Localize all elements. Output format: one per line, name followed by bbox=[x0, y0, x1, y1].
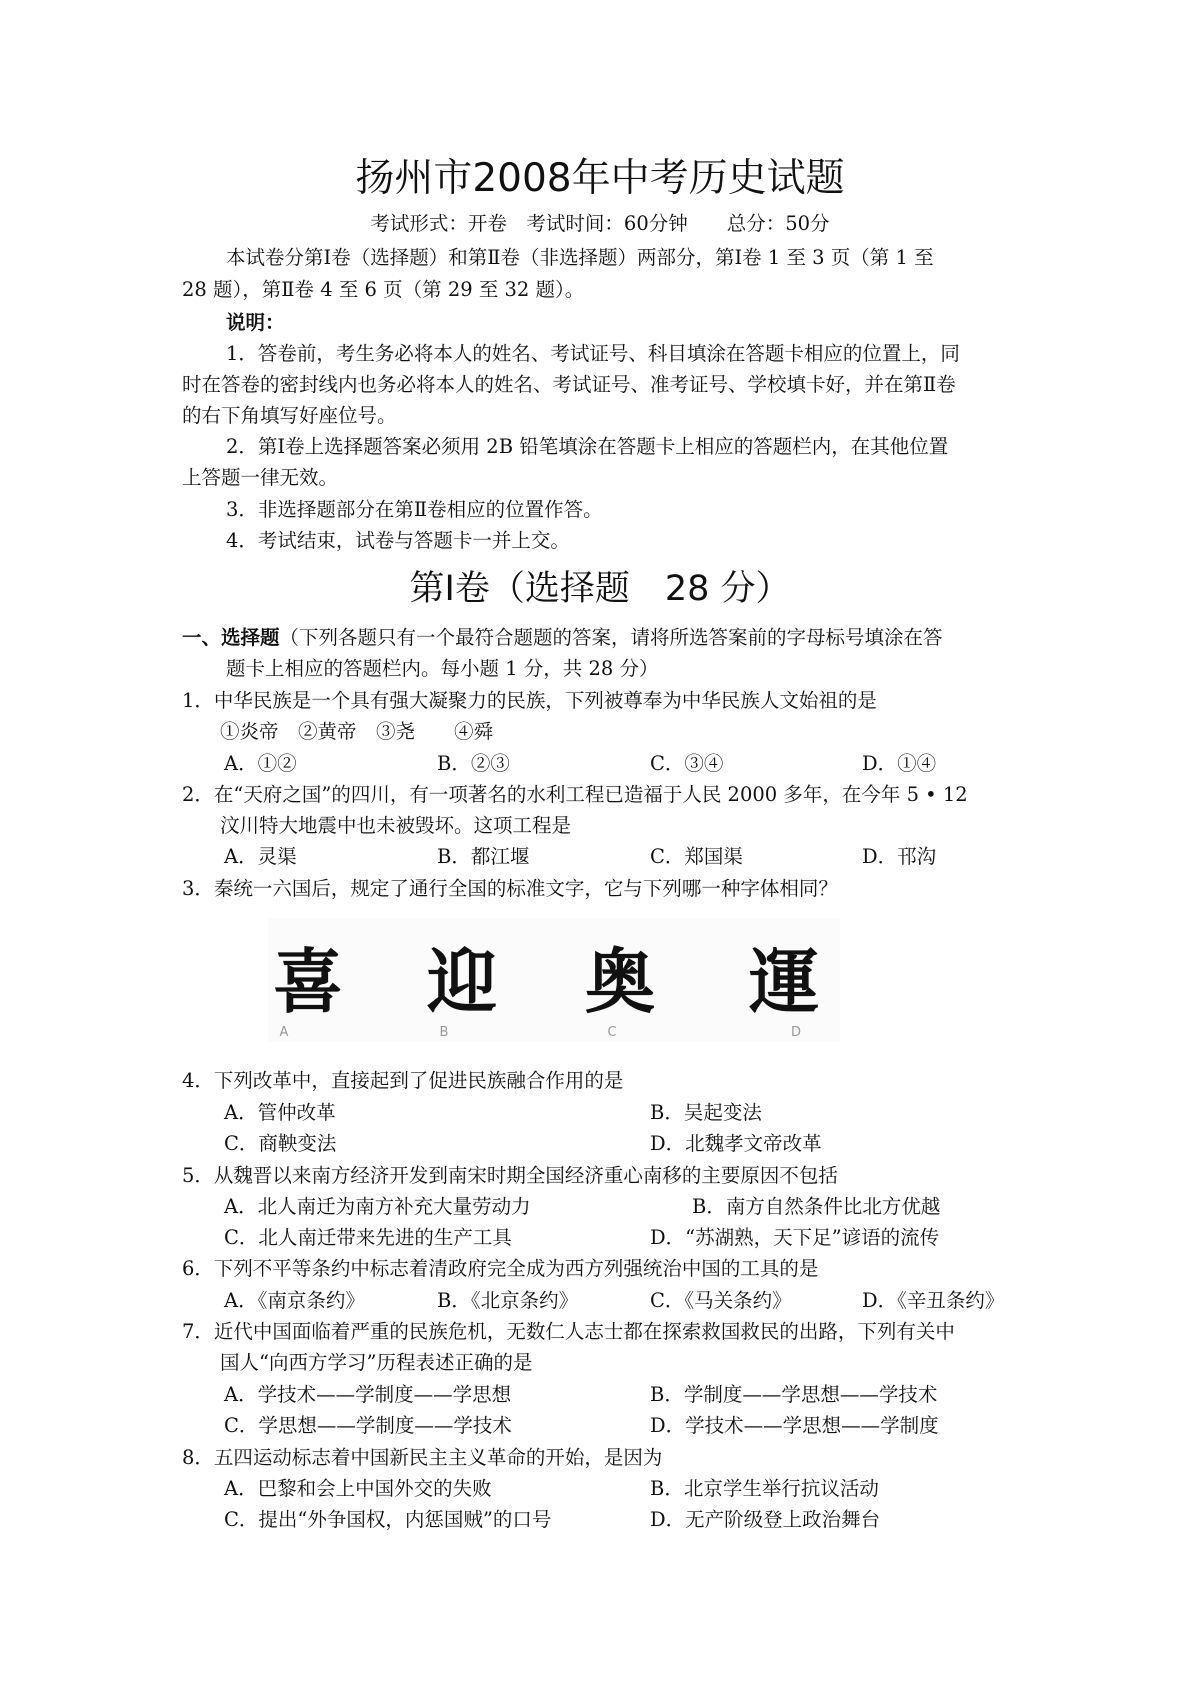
q8-option-d: D．无产阶级登上政治舞台 bbox=[650, 1508, 881, 1531]
part1-label: 一、选择题 bbox=[182, 626, 280, 649]
q5-option-a: A．北人南迁为南方补充大量劳动力 bbox=[224, 1195, 531, 1218]
question-5: 5．从魏晋以来南方经济开发到南宋时期全国经济重心南移的主要原因不包括 bbox=[182, 1164, 838, 1187]
q5-option-c: C．北人南迁带来先进的生产工具 bbox=[224, 1226, 512, 1249]
q3-letter-a: A bbox=[279, 1025, 289, 1040]
part1-header bbox=[182, 624, 943, 652]
question-8: 8．五四运动标志着中国新民主主义革命的开始，是因为 bbox=[182, 1446, 663, 1469]
q3-letter-b: B bbox=[439, 1025, 449, 1040]
q5-option-b: B．南方自然条件比北方优越 bbox=[692, 1195, 941, 1218]
note-line: 上答题一律无效。 bbox=[182, 466, 339, 489]
question-1: 1．中华民族是一个具有强大凝聚力的民族，下列被尊奉为中华民族人文始祖的是 bbox=[182, 689, 877, 712]
question-2-cont: 汶川特大地震中也未被毁坏。这项工程是 bbox=[220, 814, 572, 837]
part1-desc: （下列各题只有一个最符合题题的答案，请将所选答案前的字母标号填涂在答 bbox=[279, 626, 943, 649]
note-line: 3．非选择题部分在第Ⅱ卷相应的位置作答。 bbox=[226, 498, 603, 521]
note-line: 2．第Ⅰ卷上选择题答案必须用 2B 铅笔填涂在答题卡上相应的答题栏内，在其他位置 bbox=[226, 435, 949, 458]
q4-option-d: D．北魏孝文帝改革 bbox=[650, 1132, 822, 1155]
q8-option-a: A．巴黎和会上中国外交的失败 bbox=[224, 1477, 492, 1500]
q7-option-b: B．学制度——学思想——学技术 bbox=[650, 1383, 938, 1406]
q6-option-c: C．《马关条约》 bbox=[650, 1289, 792, 1312]
q3-script-svg bbox=[268, 918, 840, 1042]
q7-option-c: C．学思想——学制度——学技术 bbox=[224, 1414, 512, 1437]
q3-glyph-a: 喜 bbox=[273, 940, 343, 1023]
note-line: 4．考试结束，试卷与答题卡一并上交。 bbox=[226, 529, 570, 552]
q1-option-a: A．①② bbox=[224, 752, 297, 775]
q7-option-d: D．学技术——学思想——学制度 bbox=[650, 1414, 939, 1437]
note-line: 1．答卷前，考生务必将本人的姓名、考试证号、科目填涂在答题卡相应的位置上，同 bbox=[226, 342, 960, 365]
q3-script-image bbox=[268, 918, 840, 1042]
q6-option-b: B．《北京条约》 bbox=[437, 1289, 579, 1312]
q8-option-c: C．提出“外争国权，内惩国贼”的口号 bbox=[224, 1508, 552, 1531]
question-3: 3．秦统一六国后，规定了通行全国的标准文字，它与下列哪一种字体相同？ bbox=[182, 877, 838, 900]
intro-line-2: 28 题），第Ⅱ卷 4 至 6 页（第 29 至 32 题）。 bbox=[182, 278, 585, 301]
q3-glyph-c: 奥 bbox=[585, 940, 655, 1023]
q7-option-a: A．学技术——学制度——学思想 bbox=[224, 1383, 512, 1406]
question-7: 7．近代中国面临着严重的民族危机，无数仁人志士都在探索救国救民的出路，下列有关中 bbox=[182, 1320, 955, 1343]
question-7-cont: 国人“向西方学习”历程表述正确的是 bbox=[220, 1351, 533, 1374]
q5-option-d: D．“苏湖熟，天下足”谚语的流传 bbox=[650, 1226, 940, 1249]
question-4: 4．下列改革中，直接起到了促进民族融合作用的是 bbox=[182, 1069, 624, 1092]
q6-option-a: A．《南京条约》 bbox=[224, 1289, 365, 1312]
q2-option-d: D．邗沟 bbox=[862, 845, 937, 868]
q4-option-c: C．商鞅变法 bbox=[224, 1132, 337, 1155]
q6-option-d: D．《辛丑条约》 bbox=[862, 1289, 1005, 1312]
q3-letter-c: C bbox=[607, 1025, 617, 1040]
notes-heading: 说明： bbox=[226, 311, 285, 334]
q3-glyph-d: 運 bbox=[749, 940, 819, 1023]
q2-option-b: B．都江堰 bbox=[437, 845, 530, 868]
question-6: 6．下列不平等条约中标志着清政府完全成为西方列强统治中国的工具的是 bbox=[182, 1257, 819, 1280]
q2-option-c: C．郑国渠 bbox=[650, 845, 743, 868]
question-1-items: ①炎帝 ②黄帝 ③尧 ④舜 bbox=[220, 720, 494, 743]
note-line: 的右下角填写好座位号。 bbox=[182, 404, 397, 427]
q4-option-b: B．吴起变法 bbox=[650, 1101, 762, 1124]
intro-line-1: 本试卷分第Ⅰ卷（选择题）和第Ⅱ卷（非选择题）两部分，第Ⅰ卷 1 至 3 页（第 1 至 bbox=[226, 246, 934, 269]
q2-option-a: A．灵渠 bbox=[224, 845, 297, 868]
q1-option-d: D．①④ bbox=[862, 752, 937, 775]
q8-option-b: B．北京学生举行抗议活动 bbox=[650, 1477, 879, 1500]
question-2: 2．在“天府之国”的四川，有一项著名的水利工程已造福于人民 2000 多年，在今年 5 • 12 bbox=[182, 783, 968, 806]
note-line: 时在答卷的密封线内也务必将本人的姓名、考试证号、准考证号、学校填卡好，并在第Ⅱ卷 bbox=[182, 373, 956, 396]
q3-glyph-b: 迎 bbox=[427, 940, 497, 1023]
q3-letter-d: D bbox=[790, 1025, 802, 1040]
q1-option-b: B．②③ bbox=[437, 752, 510, 775]
q4-option-a: A．管仲改革 bbox=[224, 1101, 336, 1124]
exam-info: 考试形式：开卷 考试时间：60分钟 总分：50分 bbox=[370, 212, 830, 235]
exam-title: 扬州市2008年中考历史试题 bbox=[355, 156, 845, 201]
q1-option-c: C．③④ bbox=[650, 752, 724, 775]
section-title: 第Ⅰ卷（选择题 28 分） bbox=[409, 569, 791, 609]
part1-desc-cont: 题卡上相应的答题栏内。每小题 1 分，共 28 分） bbox=[226, 657, 659, 680]
